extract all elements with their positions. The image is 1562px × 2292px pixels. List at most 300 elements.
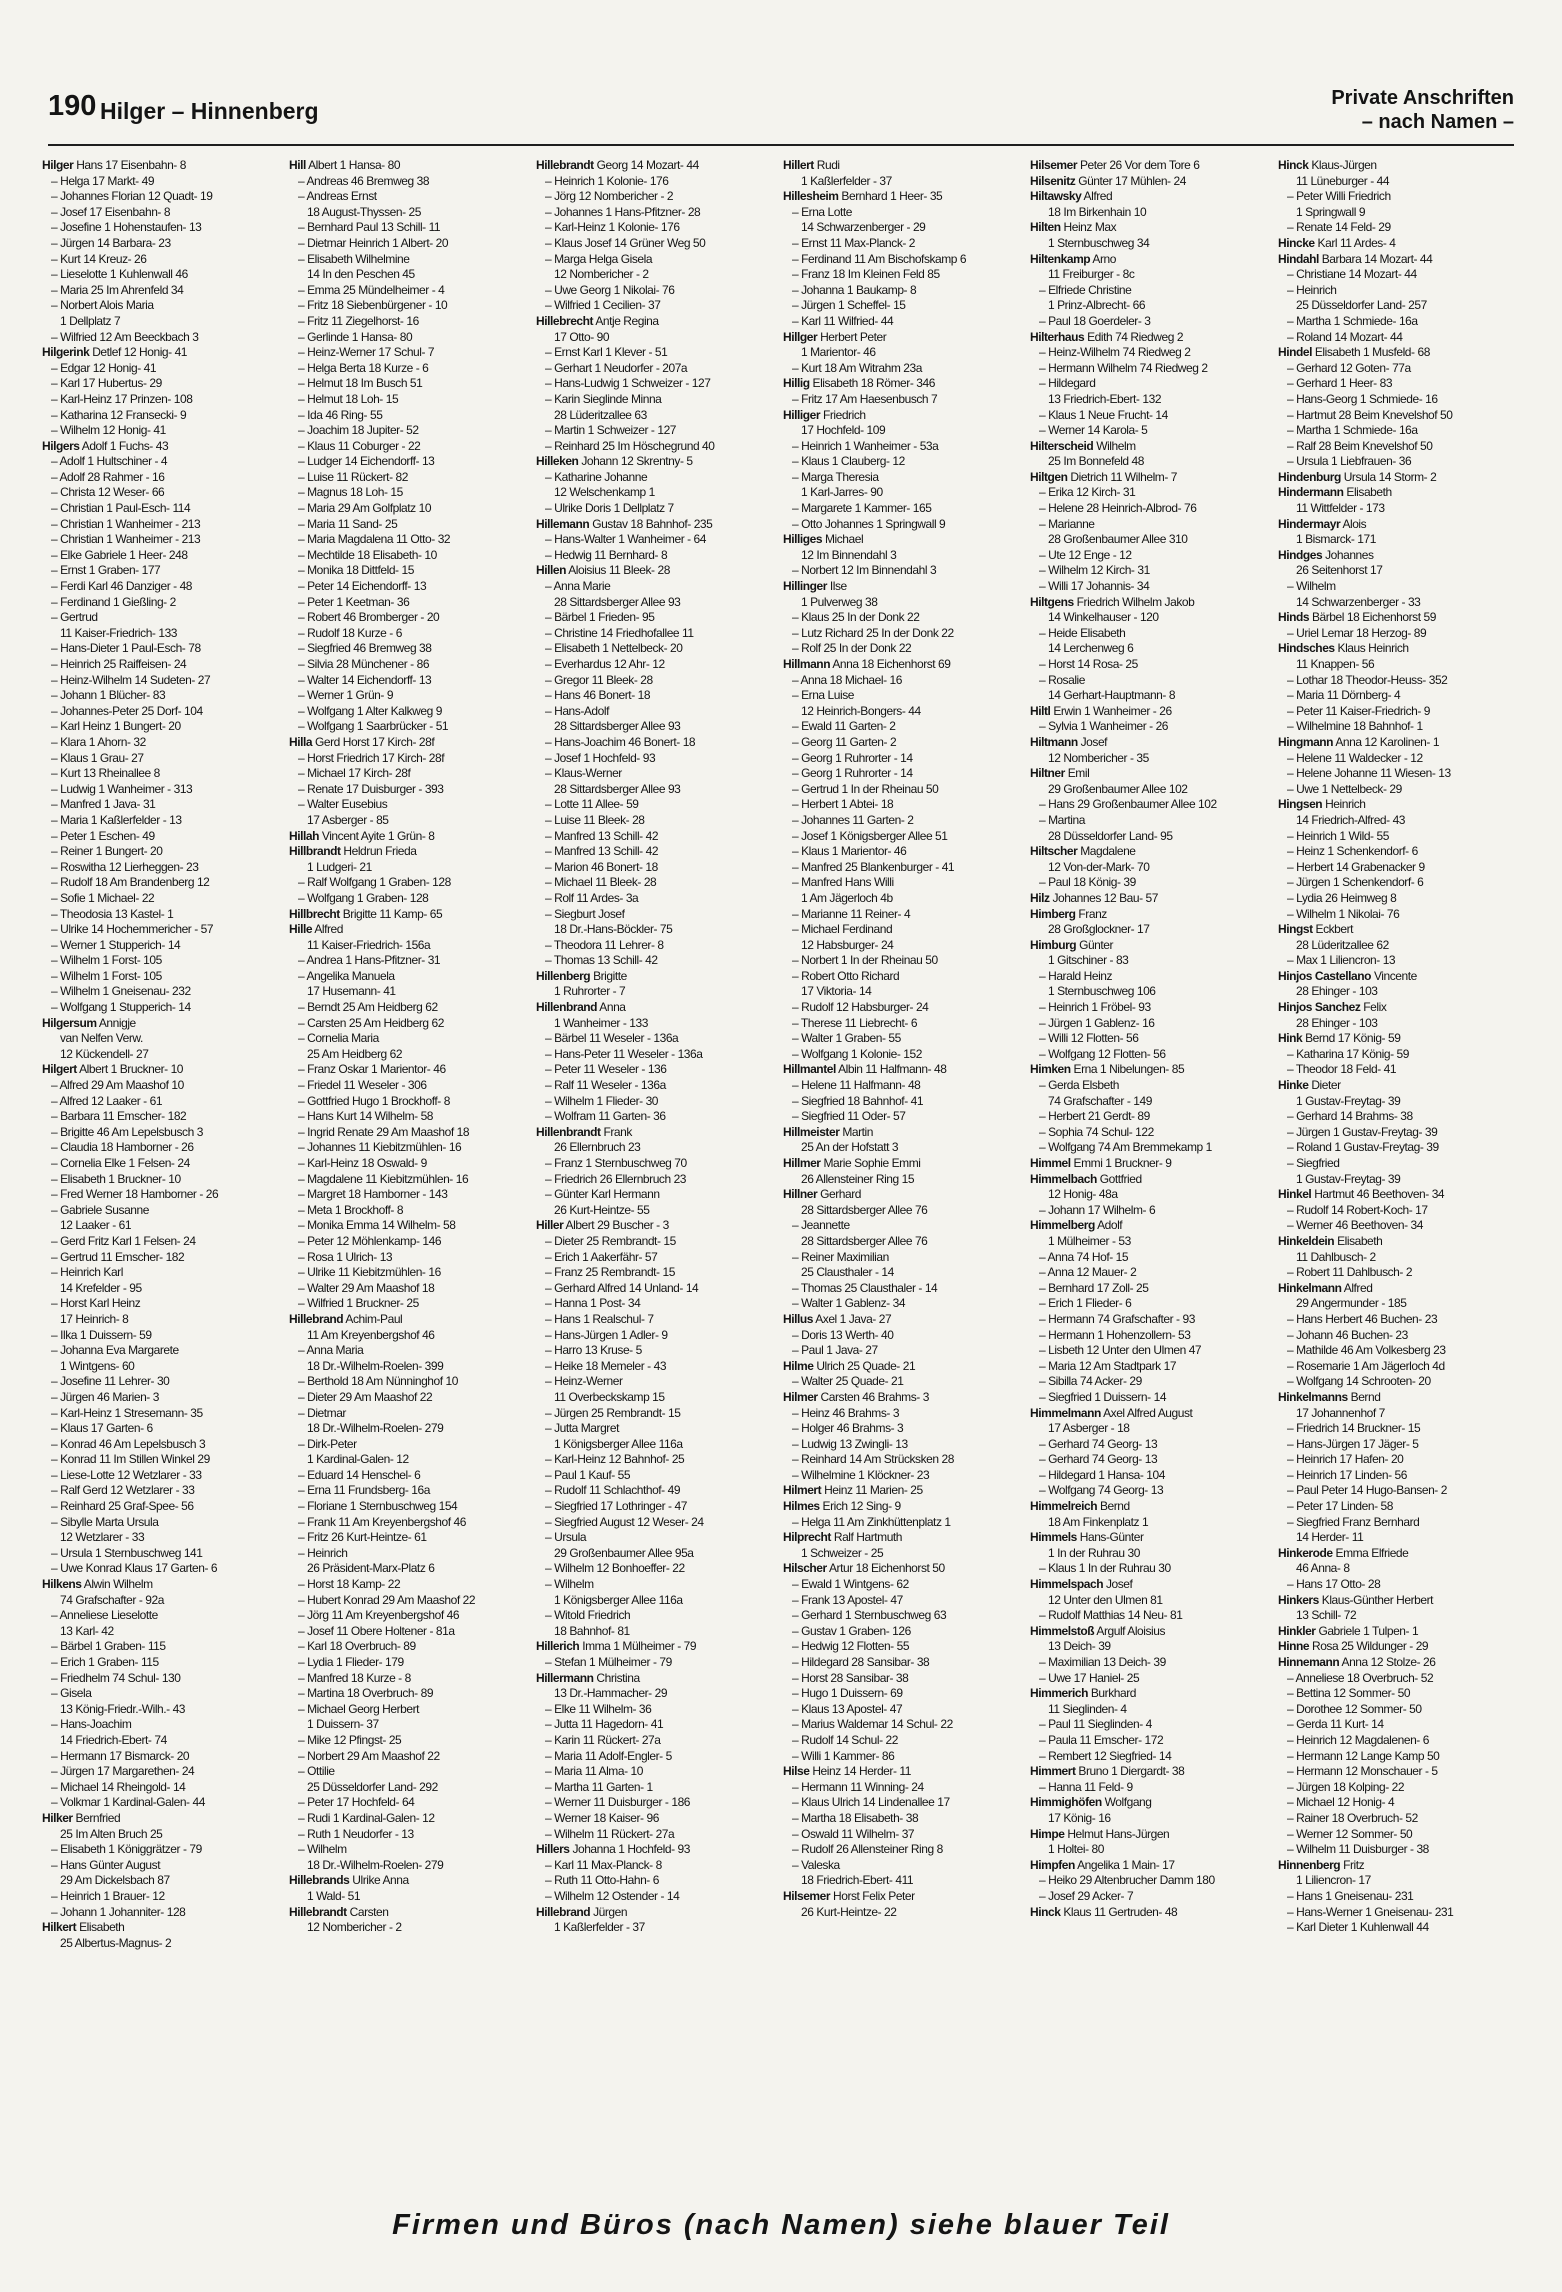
surname: Hindsches (1278, 641, 1335, 656)
entry-head (536, 1000, 778, 1016)
entry-line: – Karl-Heinz 18 Oswald- 9 (298, 1156, 427, 1170)
entry-line: – Heinz 46 Brahms- 3 (792, 1405, 900, 1420)
entry-line: – Alfred 29 Am Maashof 10 (51, 1078, 184, 1093)
entry-detail: Alfred (1343, 1280, 1373, 1295)
entry-line: – Christian 1 Paul-Esch- 114 (51, 501, 191, 516)
entry-line: – Erika 12 Kirch- 31 (1039, 485, 1136, 500)
entry-head (1278, 517, 1520, 533)
entry-detail: Ilse (829, 579, 847, 594)
entry-head (1030, 595, 1272, 611)
entry-continuation: 17 Johannenhof 7 (1296, 1405, 1385, 1420)
entry-line: – Karin 11 Rückert- 27a (545, 1732, 661, 1747)
entry-detail: Ulrich 25 Quade- 21 (816, 1358, 916, 1373)
section-subtitle: – nach Namen – (1361, 111, 1514, 133)
entry-line: – Wilhelm 12 Kirch- 31 (1039, 563, 1150, 578)
entry-line: – Siegfried August 12 Weser- 24 (545, 1514, 704, 1529)
entry-line: – Lieselotte 1 Kuhlenwall 46 (51, 267, 188, 282)
entry-line: – Robert Otto Richard (792, 968, 900, 983)
entry-line: – Michael Ferdinand (792, 922, 893, 937)
entry-detail: Achim-Paul (345, 1311, 403, 1326)
entry-line: – Luise 11 Rückert- 82 (298, 469, 408, 484)
entry-line: – Wolfgang 1 Kolonie- 152 (792, 1046, 922, 1061)
entry-head (1030, 158, 1272, 174)
entry-detail: Johannes (1325, 547, 1374, 562)
surname: Himmels (1030, 1530, 1077, 1545)
entry-line: – Heinz-Wilhelm 74 Riedweg 2 (1039, 345, 1191, 360)
entry-line: – Wolfgang 74 Am Bremmekamp 1 (1039, 1140, 1212, 1155)
surname: Hindel (1278, 345, 1312, 360)
entry-continuation: 1 Königsberger Allee 116a (554, 1436, 683, 1451)
entry-line: – Jürgen 14 Barbara- 23 (51, 235, 171, 250)
surname: Hillenbrandt (536, 1124, 601, 1139)
entry-line: – Rosemarie 1 Am Jägerloch 4d (1287, 1358, 1445, 1373)
entry-line: – Ludger 14 Eichendorff- 13 (298, 454, 435, 469)
entry-continuation: 11 Lüneburger - 44 (1296, 173, 1390, 188)
entry-line: – Andreas 46 Bremweg 38 (298, 173, 430, 188)
entry-line: – Wolfgang 1 Saarbrücker - 51 (298, 719, 449, 734)
entry-line: – Jürgen 17 Margarethen- 24 (51, 1764, 195, 1779)
entry-line: – Heinrich 1 Fröbel- 93 (1039, 1000, 1151, 1015)
entry-continuation: 28 Düsseldorfer Land- 95 (1048, 828, 1173, 843)
surname: Hinkerode (1278, 1545, 1333, 1560)
entry-line: – Heiko 29 Altenbrucher Damm 180 (1039, 1873, 1215, 1888)
entry-line: – Marion 46 Bonert- 18 (545, 859, 658, 874)
entry-line: – Anna 18 Michael- 16 (792, 672, 902, 687)
entry-line: – Paul 1 Kauf- 55 (545, 1467, 631, 1482)
entry-detail: Brigitte (593, 968, 627, 983)
entry-line: – Hermann Wilhelm 74 Riedweg 2 (1039, 360, 1208, 375)
entry-line: – Ernst Karl 1 Klever - 51 (545, 345, 668, 360)
entry-line: – Heinrich 25 Raiffeisen- 24 (51, 657, 187, 671)
entry-detail: Ralf Hartmuth (833, 1530, 903, 1545)
entry-head (1278, 1031, 1520, 1047)
entry-continuation: 12 Nombericher - 35 (1048, 750, 1149, 765)
entry-line: – Jürgen 1 Schenkendorf- 6 (1287, 875, 1424, 890)
entry-line: – Klara 1 Ahorn- 32 (51, 734, 146, 749)
entry-line: – Kurt 14 Kreuz- 26 (51, 251, 147, 266)
entry-line: – Maximilian 13 Deich- 39 (1039, 1655, 1166, 1669)
entry-line: – Wilhelm (1287, 579, 1336, 594)
entry-line: – Bernhard Paul 13 Schill- 11 (298, 220, 441, 235)
entry-head (1278, 1639, 1520, 1655)
entry-line: – Meta 1 Brockhoff- 8 (298, 1202, 404, 1217)
entry-detail: Antje Regina (595, 313, 659, 328)
entry-line: – Anneliese Lieselotte (51, 1608, 158, 1623)
entry-continuation: 18 Friedrich-Ebert- 411 (801, 1873, 914, 1888)
entry-head (1030, 704, 1272, 720)
entry-line: – Peter 17 Linden- 58 (1287, 1499, 1393, 1514)
entry-line: – Sophia 74 Schul- 122 (1039, 1124, 1154, 1139)
entry-line: – Konrad 46 Am Lepelsbusch 3 (51, 1436, 206, 1451)
surname: Hillner (783, 1187, 818, 1202)
entry-continuation: 28 Großglockner- 17 (1048, 922, 1150, 937)
entry-line: – Ralf Wolfgang 1 Graben- 128 (298, 875, 451, 890)
entry-head (1278, 735, 1520, 751)
entry-line: – Gerhard Alfred 14 Unland- 14 (545, 1280, 699, 1295)
entry-line: – Bernhard 17 Zoll- 25 (1039, 1280, 1149, 1295)
entry-line: – Michael Georg Herbert (298, 1701, 420, 1716)
entry-line: – Hermann 74 Grafschafter - 93 (1039, 1311, 1195, 1326)
entry-line: – Angelika Manuela (298, 968, 395, 983)
entry-head (1278, 1593, 1520, 1609)
entry-continuation: 28 Sittardsberger Allee 76 (801, 1202, 928, 1217)
surname: Hiller (536, 1218, 564, 1233)
entry-line: – Silvia 28 Münchener - 86 (298, 657, 430, 671)
entry-line: – Kurt 18 Am Witrahm 23a (792, 360, 922, 375)
entry-line: – Wilhelm 1 Forst- 105 (51, 968, 162, 983)
entry-line: – Johannes 11 Garten- 2 (792, 812, 914, 827)
entry-continuation: 1 Sternbuschweg 106 (1048, 984, 1156, 999)
entry-detail: Hartmut 46 Beethoven- 34 (1314, 1187, 1445, 1202)
surname: Hilz (1030, 890, 1050, 905)
entry-continuation: 13 Friedrich-Ebert- 132 (1048, 391, 1162, 406)
entry-line: – Maria 12 Am Stadtpark 17 (1039, 1358, 1177, 1373)
entry-line: – Ewald 1 Wintgens- 62 (792, 1577, 909, 1592)
entry-head (783, 1312, 1025, 1328)
entry-head (1030, 1624, 1272, 1640)
entry-line: – Karl-Heinz 12 Bahnhof- 25 (545, 1452, 685, 1467)
entry-line: – Maria 11 Sand- 25 (298, 516, 398, 531)
entry-continuation: 28 Großenbaumer Allee 310 (1048, 532, 1188, 547)
entry-line: – Josef 29 Acker- 7 (1039, 1888, 1134, 1903)
entry-head (1030, 189, 1272, 205)
surname: Hilse (783, 1764, 810, 1779)
entry-continuation: 28 Ehinger - 103 (1296, 984, 1378, 999)
entry-continuation: 1 Dellplatz 7 (60, 313, 121, 328)
entry-head (1278, 1000, 1520, 1016)
entry-detail: Klaus-Jürgen (1311, 158, 1377, 172)
entry-head (1030, 1905, 1272, 1921)
entry-head (1278, 158, 1520, 174)
entry-head (1278, 470, 1520, 486)
entry-line: – Oswald 11 Wilhelm- 37 (792, 1826, 915, 1841)
entry-line: – Wolfgang 14 Schrooten- 20 (1287, 1374, 1431, 1389)
surname: Hilger (42, 158, 74, 172)
entry-line: – Frank 11 Am Kreyenbergshof 46 (298, 1514, 466, 1529)
entry-continuation: 1 Kaßlerfelder - 37 (554, 1920, 645, 1935)
entry-line: – Martha 1 Schmiede- 16a (1287, 313, 1418, 328)
entry-line: – Helga Berta 18 Kurze - 6 (298, 360, 429, 375)
entry-line: – Ottilie (298, 1764, 335, 1779)
entry-line: – Johanna 1 Baukamp- 8 (792, 282, 917, 297)
entry-line: – Heinz 1 Schenkendorf- 6 (1287, 844, 1418, 859)
entry-continuation: 14 Gerhart-Hauptmann- 8 (1048, 688, 1176, 703)
entry-line: – Anna 74 Hof- 15 (1039, 1249, 1129, 1264)
entry-line: – Doris 13 Werth- 40 (792, 1327, 894, 1342)
entry-line: – Walter 14 Eichendorff- 13 (298, 672, 432, 687)
entry-line: – Hans 46 Bonert- 18 (545, 688, 651, 703)
entry-line: – Harro 13 Kruse- 5 (545, 1343, 642, 1358)
surname: Hillah (289, 828, 319, 843)
entry-line: – Friedrich 26 Ellernbruch 23 (545, 1171, 687, 1186)
entry-line: – Berndt 25 Am Heidberg 62 (298, 1000, 438, 1015)
entry-line: – Volkmar 1 Kardinal-Galen- 44 (51, 1795, 205, 1810)
entry-line: – Martina (1039, 812, 1085, 827)
entry-detail: Josef (1105, 1577, 1133, 1592)
entry-line: – Ernst 1 Graben- 177 (51, 563, 161, 578)
entry-head (289, 1905, 531, 1921)
entry-detail: Elisabeth 1 Musfeld- 68 (1314, 345, 1430, 360)
entry-line: – Margret 18 Hamborner - 143 (298, 1187, 448, 1202)
entry-line: – Floriane 1 Sternbuschweg 154 (298, 1499, 458, 1514)
entry-head (783, 408, 1025, 424)
surname: Hincke (1278, 235, 1315, 250)
entry-line: – Rolf 25 In der Donk 22 (792, 641, 912, 656)
entry-detail: Bernfried (75, 1810, 121, 1825)
surname: Hiltner (1030, 766, 1065, 781)
entry-head (1030, 844, 1272, 860)
entry-continuation: 28 Sittardsberger Allee 93 (554, 594, 681, 609)
entry-head (536, 454, 778, 470)
entry-line: – Ralf 11 Weseler - 136a (545, 1078, 666, 1093)
entry-detail: Johannes 12 Bau- 57 (1052, 890, 1158, 905)
surname: Hillbrandt (289, 844, 341, 859)
entry-line: – Helene 11 Halfmann- 48 (792, 1078, 921, 1093)
entry-continuation: 1 Karl-Jarres- 90 (801, 485, 883, 500)
entry-line: – Michael 14 Rheingold- 14 (51, 1779, 186, 1794)
entry-line: – Hartmut 28 Beim Knevelshof 50 (1287, 407, 1453, 422)
entry-line: – Uwe 1 Nettelbeck- 29 (1287, 781, 1402, 796)
entry-continuation: 1 Pulverweg 38 (801, 594, 878, 609)
entry-line: – Bärbel 1 Graben- 115 (51, 1639, 166, 1654)
entry-line: – Hermann 12 Monschauer - 5 (1287, 1764, 1438, 1779)
entry-line: – Herbert 21 Gerdt- 89 (1039, 1109, 1150, 1124)
surname: Hilterscheid (1030, 438, 1094, 453)
entry-line: – Renate 17 Duisburger - 393 (298, 781, 444, 796)
entry-line: – Dirk-Peter (298, 1436, 357, 1451)
entry-line: – Bärbel 11 Weseler - 136a (545, 1031, 679, 1046)
entry-line: – Walter 1 Gablenz- 34 (792, 1296, 906, 1311)
surname: Hillebrecht (536, 313, 594, 328)
entry-head (1030, 1858, 1272, 1874)
entry-line: – Josef 17 Eisenbahn- 8 (51, 204, 171, 219)
entry-line: – Marianne (1039, 516, 1095, 531)
entry-continuation: 1 In der Ruhrau 30 (1048, 1545, 1140, 1560)
entry-line: – Paula 11 Emscher- 172 (1039, 1732, 1164, 1747)
entry-line: – Rudolf 12 Habsburger- 24 (792, 1000, 929, 1015)
entry-head (1278, 1655, 1520, 1671)
entry-line: – Rudolf 14 Robert-Koch- 17 (1287, 1202, 1428, 1217)
entry-head (536, 1905, 778, 1921)
entry-detail: Anna 12 Stolze- 26 (1341, 1655, 1436, 1669)
surname: Hilten (1030, 220, 1061, 235)
entry-line: – Ruth 1 Neudorfer - 13 (298, 1826, 414, 1841)
entry-detail: Franz (1078, 906, 1107, 921)
entry-line: – Johann 17 Wilhelm- 6 (1039, 1202, 1156, 1217)
entry-line: – Ewald 11 Garten- 2 (792, 719, 896, 734)
entry-head (1030, 1062, 1272, 1078)
entry-line: – Ingrid Renate 29 Am Maashof 18 (298, 1124, 470, 1139)
entry-detail: Wolfgang (1104, 1795, 1152, 1810)
entry-line: – Friedrich 14 Bruckner- 15 (1287, 1421, 1421, 1436)
entry-head (783, 579, 1025, 595)
entry-line: – Hans-Peter 11 Weseler - 136a (545, 1046, 703, 1061)
entry-detail: Detlef 12 Honig- 41 (92, 345, 188, 360)
header-rule (48, 144, 1514, 146)
entry-line: – Heinrich 17 Linden- 56 (1287, 1467, 1407, 1482)
entry-line: – Liese-Lotte 12 Wetzlarer - 33 (51, 1467, 202, 1482)
entry-line: – Heinz-Werner (545, 1374, 623, 1389)
entry-line: – Peter 11 Weseler - 136 (545, 1062, 667, 1077)
entry-continuation: 14 Herder- 11 (1296, 1530, 1364, 1545)
entry-line: – Jutta Margret (545, 1421, 619, 1436)
entry-line: – Rudolf 26 Allensteiner Ring 8 (792, 1842, 943, 1857)
surname: Hinkeldein (1278, 1233, 1335, 1248)
entry-line: – Katharina 17 König- 59 (1287, 1046, 1409, 1061)
entry-line: – Gerhard 1 Sternbuschweg 63 (792, 1608, 947, 1623)
entry-continuation: 12 Welschenkamp 1 (554, 485, 655, 500)
entry-detail: Carsten 46 Brahms- 3 (820, 1389, 929, 1404)
surname: Hinkler (1278, 1623, 1316, 1638)
entry-line: – Jörg 12 Nombericher - 2 (545, 189, 674, 204)
entry-line: – Peter 1 Eschen- 49 (51, 828, 155, 843)
entry-line: – Hans Günter August (51, 1857, 161, 1872)
entry-head (42, 345, 284, 361)
entry-detail: Horst Felix Peter (833, 1888, 915, 1903)
entry-detail: Helmut Hans-Jürgen (1067, 1826, 1170, 1841)
entry-line: – Heike 18 Memeler - 43 (545, 1358, 667, 1373)
surname: Hinkelmann (1278, 1280, 1342, 1295)
entry-head (783, 330, 1025, 346)
entry-continuation: 12 Unter den Ulmen 81 (1048, 1592, 1163, 1607)
entry-head (1030, 1827, 1272, 1843)
entry-line: – Klaus 11 Coburger - 22 (298, 438, 421, 453)
entry-continuation: 26 Allensteiner Ring 15 (801, 1171, 915, 1186)
entry-line: – Elisabeth Wilhelmine (298, 251, 410, 266)
surname: Hill (289, 158, 306, 172)
entry-continuation: 11 Freiburger - 8c (1048, 267, 1135, 282)
entry-continuation: 18 August-Thyssen- 25 (307, 204, 421, 219)
entry-line: – Michael 12 Honig- 4 (1287, 1795, 1395, 1810)
entry-continuation: 12 Honig- 48a (1048, 1187, 1118, 1202)
entry-line: – Anna Maria (298, 1343, 364, 1358)
entry-detail: Heinz 14 Herder- 11 (812, 1764, 911, 1779)
entry-line: – Jürgen 25 Rembrandt- 15 (545, 1405, 681, 1420)
entry-line: – Werner 1 Stupperich- 14 (51, 937, 181, 952)
entry-detail: Emmi 1 Bruckner- 9 (1073, 1156, 1172, 1170)
entry-head (42, 158, 284, 174)
entry-continuation: 29 Am Dickelsbach 87 (60, 1873, 170, 1888)
entry-line: – Norbert 1 In der Rheinau 50 (792, 953, 938, 968)
entry-head (783, 1499, 1025, 1515)
entry-line: – Dietmar Heinrich 1 Albert- 20 (298, 235, 449, 250)
entry-head (1030, 1686, 1272, 1702)
entry-head (1030, 1577, 1272, 1593)
entry-line: – Helene Johanne 11 Wiesen- 13 (1287, 766, 1451, 781)
surname: Hilgerink (42, 345, 90, 360)
entry-detail: Heldrun Frieda (343, 844, 417, 859)
entry-line: – Andrea 1 Hans-Pfitzner- 31 (298, 953, 441, 968)
surname: Hillemann (536, 516, 590, 531)
entry-continuation: 28 Sittardsberger Allee 93 (554, 719, 681, 734)
entry-line: – Roland 1 Gustav-Freytag- 39 (1287, 1140, 1439, 1155)
entry-line: – Werner 14 Karola- 5 (1039, 423, 1148, 438)
entry-line: – Hermann 11 Winning- 24 (792, 1779, 924, 1794)
entry-detail: Axel Alfred August (1103, 1405, 1193, 1420)
entry-line: – Klaus 25 In der Donk 22 (792, 610, 920, 625)
entry-line: – Hugo 1 Duissern- 69 (792, 1686, 903, 1701)
entry-line: – Heinrich 1 Kolonie- 176 (545, 173, 669, 188)
surname: Hindermann (1278, 485, 1344, 500)
entry-head (1278, 641, 1520, 657)
entry-line: – Herbert 1 Abtei- 18 (792, 797, 894, 812)
entry-head (1278, 1187, 1520, 1203)
entry-detail: Erich 12 Sing- 9 (822, 1499, 901, 1514)
entry-head (536, 158, 778, 174)
entry-line: – Marga Helga Gisela (545, 251, 653, 266)
surname: Hinkelmanns (1278, 1389, 1348, 1404)
entry-line: – Franz Oskar 1 Marientor- 46 (298, 1062, 446, 1077)
entry-detail: Bruno 1 Diergardt- 38 (1078, 1764, 1185, 1779)
entry-line: – Karl Heinz 1 Bungert- 20 (51, 719, 181, 734)
entry-detail: Axel 1 Java- 27 (815, 1311, 892, 1326)
entry-continuation: 17 Hochfeld- 109 (801, 423, 886, 438)
entry-detail: Rosa 25 Wildunger - 29 (1311, 1639, 1429, 1654)
section-label (1331, 86, 1514, 134)
entry-line: – Bärbel 1 Frieden- 95 (545, 610, 655, 625)
entry-line: – Gisela (51, 1686, 92, 1701)
entry-continuation: 17 Asberger - 18 (1048, 1421, 1130, 1436)
entry-head (1278, 1390, 1520, 1406)
entry-head (1030, 1218, 1272, 1234)
entry-continuation: 12 Nombericher - 2 (554, 267, 649, 282)
entry-line: – Werner 11 Duisburger - 186 (545, 1795, 691, 1810)
entry-line: – Klaus 1 Grau- 27 (51, 750, 144, 765)
entry-line: – Peter 17 Hochfeld- 64 (298, 1795, 415, 1810)
entry-head (783, 1156, 1025, 1172)
entry-line: – Christian 1 Wanheimer - 213 (51, 516, 201, 531)
entry-line: – Gerhard 14 Brahms- 38 (1287, 1109, 1413, 1124)
surname: Hillebrands (289, 1873, 350, 1888)
entry-continuation: 11 Kaiser-Friedrich- 133 (60, 625, 178, 640)
entry-line: – Helmut 18 Loh- 15 (298, 391, 399, 406)
entry-line: – Ilka 1 Duissern- 59 (51, 1327, 152, 1342)
entry-detail: Adolf (1097, 1218, 1123, 1233)
entry-continuation: 13 Schill- 72 (1296, 1608, 1357, 1623)
surname: Hille (289, 922, 313, 937)
entry-line: – Elisabeth 1 Nettelbeck- 20 (545, 641, 683, 656)
entry-line: – Witold Friedrich (545, 1608, 631, 1623)
entry-line: – Ulrike 14 Hochemmericher - 57 (51, 922, 214, 937)
entry-head (1030, 1499, 1272, 1515)
entry-line: – Martha 1 Schmiede- 16a (1287, 423, 1418, 438)
entry-continuation: 25 Am Heidberg 62 (307, 1046, 403, 1061)
surname: Hilliger (783, 407, 821, 422)
entry-continuation: 1 Schweizer - 25 (801, 1545, 884, 1560)
entry-line: – Wilhelm 1 Flieder- 30 (545, 1093, 659, 1108)
entry-line: – Renate 14 Feld- 29 (1287, 220, 1391, 235)
surname: Himmighöfen (1030, 1795, 1102, 1810)
surname: Himpfen (1030, 1857, 1075, 1872)
entry-line: – Gerhard 74 Georg- 13 (1039, 1436, 1158, 1451)
entry-continuation: 13 Karl- 42 (60, 1623, 114, 1638)
entry-line: – Wilhelm (298, 1842, 347, 1857)
entry-head (783, 532, 1025, 548)
directory-column-6 (1278, 158, 1520, 2178)
entry-detail: Bernd (1099, 1499, 1130, 1514)
entry-head (1278, 1078, 1520, 1094)
entry-head (1030, 330, 1272, 346)
entry-line: – Uwe Konrad Klaus 17 Garten- 6 (51, 1561, 218, 1576)
entry-line: – Hermann 17 Bismarck- 20 (51, 1748, 190, 1763)
surname: Hillmeister (783, 1124, 840, 1139)
entry-line: – Johanna Eva Margarete (51, 1343, 179, 1358)
entry-line: – Reiner Maximilian (792, 1249, 889, 1264)
entry-line: – Harald Heinz (1039, 968, 1113, 983)
entry-line: – Gabriele Susanne (51, 1202, 149, 1217)
entry-continuation: 11 Sieglinden- 4 (1048, 1701, 1127, 1716)
entry-detail: Vincent Ayite 1 Grün- 8 (321, 828, 435, 843)
